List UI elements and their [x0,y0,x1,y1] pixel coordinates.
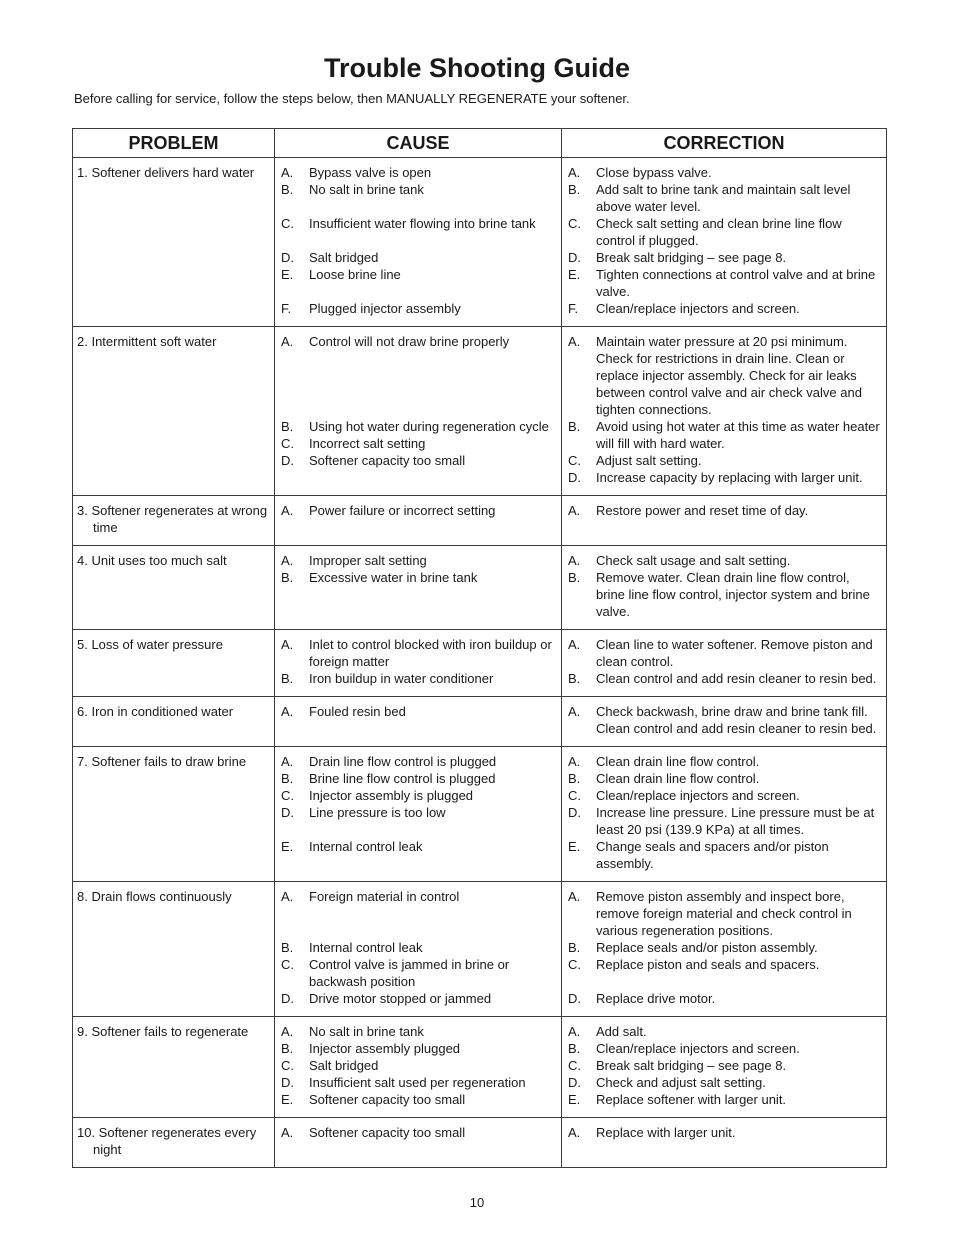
correction-text: Clean drain line flow control. [596,754,760,769]
page-number: 10 [469,1195,485,1210]
correction-text: Check salt setting and clean brine line flow control if plugged. [596,216,842,248]
cause-text: Brine line flow control is plugged [309,771,496,786]
correction-letter: D. [568,991,581,1006]
correction-text: Break salt bridging – see page 8. [596,250,787,265]
cause-letter: A. [281,889,294,904]
cause-text: Bypass valve is open [309,165,432,180]
problem-cell [73,630,275,697]
header-problem: PROBLEM [73,129,275,158]
correction-text: Clean/replace injectors and screen. [596,788,800,803]
cause-text: Using hot water during regeneration cycle [309,419,549,434]
cause-cell [275,158,562,327]
cause-text: No salt in brine tank [309,182,424,197]
correction-text: Avoid using hot water at this time as water heater will fill with hard water. [596,419,880,451]
correction-letter: A. [568,637,581,652]
cause-letter: C. [281,957,294,972]
problem-text: 9. Softener fails to regenerate [77,1024,249,1039]
table-row [73,882,887,1017]
correction-cell [562,546,887,630]
cause-letter: A. [281,637,294,652]
correction-letter: A. [568,553,581,568]
correction-letter: E. [568,839,581,854]
correction-text: Restore power and reset time of day. [596,503,809,518]
correction-text: Maintain water pressure at 20 psi minimum. Check for restrictions in drain line. Clean or replace injector assembly. Check for air leaks between control valve and air check valve and tighten connections. [596,334,862,417]
problem-cell [73,496,275,546]
cause-item [281,804,557,821]
cause-text: Fouled resin bed [309,704,406,719]
table-row [73,158,887,327]
cause-item [281,787,557,804]
correction-letter: B. [568,771,581,786]
cause-text: Loose brine line [309,267,401,282]
correction-item [568,838,882,872]
cause-letter: B. [281,771,294,786]
problem-cell [73,882,275,1017]
correction-item [568,1057,882,1074]
cause-letter: E. [281,839,294,854]
correction-letter: D. [568,1075,581,1090]
cause-text: Insufficient water flowing into brine tank [309,216,536,231]
correction-letter: E. [568,1092,581,1107]
cause-letter: E. [281,267,294,282]
correction-letter: B. [568,940,581,955]
correction-item [568,569,882,620]
cause-letter: A. [281,165,294,180]
table-row [73,1118,887,1168]
problem-cell [73,158,275,327]
correction-letter: F. [568,301,579,316]
correction-item [568,1023,882,1040]
correction-cell [562,1118,887,1168]
correction-text: Add salt to brine tank and maintain salt level above water level. [596,182,851,214]
correction-text: Clean drain line flow control. [596,771,760,786]
cause-letter: A. [281,1125,294,1140]
cause-text: Injector assembly plugged [309,1041,461,1056]
cause-item [281,215,557,232]
cause-text: Control valve is jammed in brine or backwash position [309,957,510,989]
cause-letter: D. [281,250,294,265]
cause-cell [275,882,562,1017]
cause-item [281,502,557,519]
cause-letter: C. [281,436,294,451]
cause-item [281,266,557,283]
correction-letter: A. [568,503,581,518]
correction-item [568,333,882,418]
cause-item [281,435,557,452]
cause-item [281,1040,557,1057]
problem-cell [73,697,275,747]
correction-cell [562,747,887,882]
correction-letter: D. [568,805,581,820]
cause-letter: D. [281,805,294,820]
cause-text: Injector assembly is plugged [309,788,474,803]
table-row [73,327,887,496]
correction-item [568,502,882,519]
correction-item [568,266,882,300]
cause-item [281,838,557,855]
cause-item [281,753,557,770]
cause-item [281,164,557,181]
correction-item [568,1074,882,1091]
correction-item [568,552,882,569]
cause-letter: A. [281,503,294,518]
cause-text: Line pressure is too low [309,805,446,820]
correction-item [568,753,882,770]
cause-item [281,1023,557,1040]
correction-item [568,636,882,670]
cause-letter: A. [281,334,294,349]
header-cause: CAUSE [275,129,562,158]
correction-text: Break salt bridging – see page 8. [596,1058,787,1073]
correction-item [568,181,882,215]
problem-cell [73,327,275,496]
cause-text: Incorrect salt setting [309,436,426,451]
correction-letter: C. [568,788,581,803]
cause-letter: B. [281,1041,294,1056]
correction-text: Check and adjust salt setting. [596,1075,766,1090]
correction-item [568,787,882,804]
correction-letter: C. [568,216,581,231]
cause-letter: B. [281,940,294,955]
cause-text: Improper salt setting [309,553,427,568]
cause-letter: C. [281,216,294,231]
correction-text: Add salt. [596,1024,647,1039]
cause-item [281,939,557,956]
table-row [73,496,887,546]
cause-item [281,703,557,720]
correction-item [568,703,882,737]
cause-text: Softener capacity too small [309,1092,466,1107]
correction-item [568,418,882,452]
correction-text: Tighten connections at control valve and at brine valve. [596,267,876,299]
problem-text: 7. Softener fails to draw brine [77,754,247,769]
cause-letter: A. [281,553,294,568]
correction-item [568,1124,882,1141]
troubleshooting-table [72,128,887,1168]
correction-letter: C. [568,453,581,468]
cause-text: Drain line flow control is plugged [309,754,497,769]
problem-cell [73,1017,275,1118]
correction-letter: B. [568,182,581,197]
correction-item [568,1091,882,1108]
cause-letter: B. [281,671,294,686]
table-header-row [73,129,887,158]
correction-letter: B. [568,570,581,585]
correction-letter: B. [568,671,581,686]
cause-cell [275,747,562,882]
cause-item [281,552,557,569]
correction-letter: D. [568,250,581,265]
correction-text: Replace softener with larger unit. [596,1092,787,1107]
cause-text: Internal control leak [309,940,423,955]
cause-item [281,452,557,469]
table-row [73,747,887,882]
cause-text: Control will not draw brine properly [309,334,510,349]
problem-text: 5. Loss of water pressure [77,637,223,652]
correction-text: Close bypass valve. [596,165,712,180]
cause-item [281,1057,557,1074]
correction-text: Clean line to water softener. Remove piston and clean control. [596,637,873,669]
cause-cell [275,697,562,747]
cause-item [281,888,557,905]
correction-text: Increase capacity by replacing with larger unit. [596,470,863,485]
cause-text: No salt in brine tank [309,1024,424,1039]
cause-text: Insufficient salt used per regeneration [309,1075,526,1090]
correction-letter: C. [568,957,581,972]
table-row [73,1017,887,1118]
table-row [73,697,887,747]
cause-letter: A. [281,1024,294,1039]
problem-text: 1. Softener delivers hard water [77,165,255,180]
cause-cell [275,630,562,697]
correction-letter: A. [568,754,581,769]
correction-letter: A. [568,1125,581,1140]
cause-letter: F. [281,301,292,316]
problem-text: 10. Softener regenerates every night [77,1125,257,1157]
correction-text: Clean/replace injectors and screen. [596,1041,800,1056]
correction-letter: A. [568,1024,581,1039]
cause-item [281,636,557,670]
cause-text: Power failure or incorrect setting [309,503,496,518]
correction-item [568,888,882,939]
problem-cell [73,747,275,882]
cause-letter: A. [281,754,294,769]
cause-item [281,418,557,435]
correction-letter: A. [568,889,581,904]
cause-cell [275,1118,562,1168]
cause-text: Excessive water in brine tank [309,570,478,585]
correction-item [568,990,882,1007]
correction-text: Check salt usage and salt setting. [596,553,791,568]
cause-item [281,249,557,266]
cause-text: Softener capacity too small [309,1125,466,1140]
cause-item [281,300,557,317]
correction-text: Replace drive motor. [596,991,716,1006]
correction-item [568,956,882,973]
cause-text: Softener capacity too small [309,453,466,468]
cause-item [281,333,557,350]
cause-text: Salt bridged [309,1058,379,1073]
correction-letter: A. [568,704,581,719]
cause-letter: D. [281,1075,294,1090]
correction-cell [562,697,887,747]
cause-text: Salt bridged [309,250,379,265]
correction-item [568,1040,882,1057]
cause-letter: D. [281,453,294,468]
correction-text: Change seals and spacers and/or piston assembly. [596,839,829,871]
table-body [73,158,887,1168]
correction-cell [562,630,887,697]
correction-text: Increase line pressure. Line pressure must be at least 20 psi (139.9 KPa) at all times. [596,805,875,837]
correction-text: Check backwash, brine draw and brine tank fill. Clean control and add resin cleaner to resin bed. [596,704,877,736]
cause-item [281,181,557,198]
correction-letter: C. [568,1058,581,1073]
correction-letter: B. [568,1041,581,1056]
correction-cell [562,496,887,546]
problem-cell [73,1118,275,1168]
correction-item [568,804,882,838]
correction-item [568,452,882,469]
correction-item [568,249,882,266]
problem-text: 8. Drain flows continuously [77,889,232,904]
correction-item [568,770,882,787]
cause-text: Foreign material in control [309,889,460,904]
correction-item [568,300,882,317]
cause-text: Inlet to control blocked with iron buildup or foreign matter [309,637,552,669]
correction-letter: D. [568,470,581,485]
correction-text: Adjust salt setting. [596,453,702,468]
correction-letter: E. [568,267,581,282]
cause-item [281,956,557,990]
correction-item [568,164,882,181]
cause-letter: E. [281,1092,294,1107]
correction-item [568,469,882,486]
problem-text: 6. Iron in conditioned water [77,704,234,719]
correction-cell [562,327,887,496]
correction-text: Clean/replace injectors and screen. [596,301,800,316]
cause-letter: A. [281,704,294,719]
cause-item [281,770,557,787]
correction-text: Replace with larger unit. [596,1125,736,1140]
cause-item [281,670,557,687]
correction-item [568,670,882,687]
cause-letter: B. [281,570,294,585]
cause-item [281,1091,557,1108]
cause-cell [275,327,562,496]
problem-text: 3. Softener regenerates at wrong time [77,503,268,535]
correction-cell [562,158,887,327]
cause-letter: C. [281,1058,294,1073]
cause-letter: C. [281,788,294,803]
table-row [73,546,887,630]
intro-text: Before calling for service, follow the steps below, then MANUALLY REGENERATE your softener. [74,91,630,106]
cause-text: Drive motor stopped or jammed [309,991,492,1006]
cause-letter: D. [281,991,294,1006]
correction-cell [562,882,887,1017]
page-title: Trouble Shooting Guide [324,53,630,83]
problem-cell [73,546,275,630]
correction-item [568,215,882,249]
cause-cell [275,1017,562,1118]
correction-text: Remove piston assembly and inspect bore, remove foreign material and check control in various regeneration positions. [596,889,852,938]
correction-letter: B. [568,419,581,434]
header-correction: CORRECTION [562,129,887,158]
problem-text: 2. Intermittent soft water [77,334,217,349]
problem-text: 4. Unit uses too much salt [77,553,227,568]
table-row [73,630,887,697]
cause-item [281,990,557,1007]
correction-text: Replace seals and/or piston assembly. [596,940,818,955]
cause-item [281,569,557,586]
correction-text: Remove water. Clean drain line flow control, brine line flow control, injector system and brine valve. [596,570,870,619]
correction-letter: A. [568,165,581,180]
cause-text: Iron buildup in water conditioner [309,671,494,686]
cause-letter: B. [281,182,294,197]
cause-item [281,1124,557,1141]
cause-cell [275,546,562,630]
correction-text: Replace piston and seals and spacers. [596,957,820,972]
correction-cell [562,1017,887,1118]
cause-cell [275,496,562,546]
correction-text: Clean control and add resin cleaner to resin bed. [596,671,877,686]
cause-text: Plugged injector assembly [309,301,461,316]
cause-letter: B. [281,419,294,434]
correction-item [568,939,882,956]
cause-item [281,1074,557,1091]
correction-letter: A. [568,334,581,349]
cause-text: Internal control leak [309,839,423,854]
